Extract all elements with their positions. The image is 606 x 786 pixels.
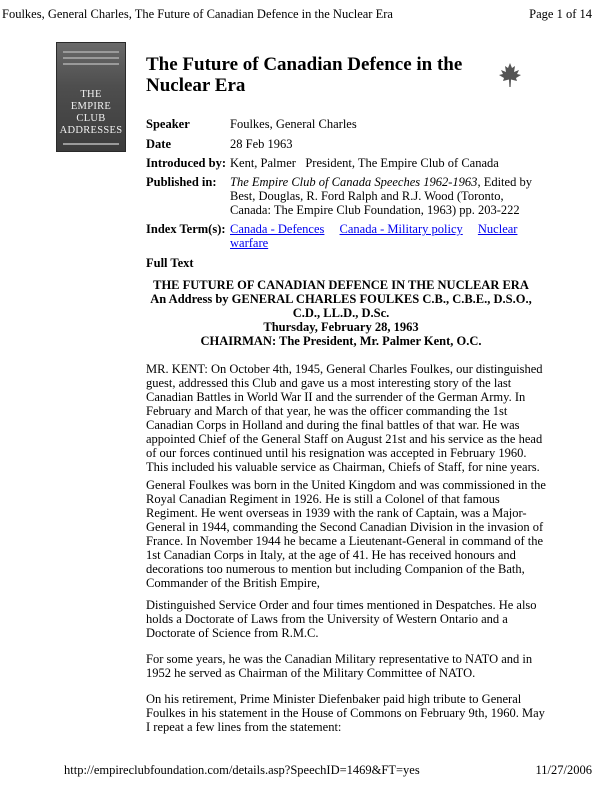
speech-paragraph: Distinguished Service Order and four times mentioned in Despatches. He also holds a Doctorate of Laws from the University of Western Ontario and a Doctorate of Science from R.M.C.	[146, 598, 537, 640]
publication-editors: , Edited by	[477, 175, 532, 189]
index-terms-list	[230, 222, 530, 250]
footer-date: 11/27/2006	[535, 763, 592, 777]
speaker-value: Foulkes, General Charles	[230, 117, 357, 131]
empire-club-logo	[56, 42, 126, 152]
date-label: Date	[146, 137, 171, 151]
logo-line: THE	[80, 89, 102, 100]
date-value: 28 Feb 1963	[230, 137, 293, 151]
published-in-value	[230, 175, 532, 217]
publication-line: Best, Douglas, R. Ford Ralph and R.J. Wood (Toronto,	[230, 189, 504, 203]
footer-url: http://empireclubfoundation.com/details.asp?SpeechID=1469&FT=yes	[64, 763, 420, 777]
page-title: The Future of Canadian Defence in the Nuclear Era	[146, 54, 463, 96]
page-number: Page 1 of 14	[529, 7, 592, 21]
full-text-label: Full Text	[146, 256, 194, 270]
index-terms-label: Index Term(s):	[146, 222, 226, 236]
index-term-link[interactable]: Canada - Defences	[230, 222, 325, 236]
speech-paragraph: MR. KENT: On October 4th, 1945, General Charles Foulkes, our distinguished guest, addressed this Club and gave us a most interesting story of the last Canadian Battles in World War II and the surrender of the German Army. In February and March of that year, he was the officer commanding the 1st Canadian Corps in Holland and during the final battles of that war. He was appointed Chief of the General Staff on August 21st and his service as the head of our forces continued until his resignation was accepted in February 1960. This included his valuable service as Chairman, Chiefs of Staff, for nine years.	[146, 362, 543, 474]
publication-title: The Empire Club of Canada Speeches 1962-1963	[230, 175, 478, 189]
introduced-by-label: Introduced by:	[146, 156, 226, 170]
maple-leaf-icon	[498, 62, 522, 88]
logo-line: EMPIRE	[70, 101, 112, 112]
heading-line: C.D., LL.D., D.Sc.	[292, 306, 390, 320]
heading-line: An Address by GENERAL CHARLES FOULKES C.B., C.B.E., D.S.O.,	[150, 292, 532, 306]
introduced-by-value: Kent, Palmer President, The Empire Club of Canada	[230, 156, 499, 170]
heading-line: CHAIRMAN: The President, Mr. Palmer Kent, O.C.	[200, 334, 482, 348]
heading-line: Thursday, February 28, 1963	[263, 320, 419, 334]
speech-heading	[146, 278, 536, 348]
speaker-label: Speaker	[146, 117, 190, 131]
speech-paragraph: General Foulkes was born in the United Kingdom and was commissioned in the Royal Canadian Regiment in 1926. He is still a Colonel of that famous Regiment. He went overseas in 1939 with the rank of Captain, was a Major-General in 1944, commanding the Second Canadian Division in the invasion of France. In November 1944 he became a Lieutenant-General in command of the 1st Canadian Corps in Italy, at the age of 41. He has received honours and decorations too numerous to mention but including Companion of the Bath, Commander of the British Empire,	[146, 478, 546, 590]
index-term-link[interactable]: Nuclear warfare	[230, 222, 518, 250]
published-in-label: Published in:	[146, 175, 217, 189]
publication-line: Canada: The Empire Club Foundation, 1963) pp. 203-222	[230, 203, 520, 217]
speech-paragraph: On his retirement, Prime Minister Diefenbaker paid high tribute to General Foulkes in his statement in the House of Commons on February 9th, 1960. May I repeat a few lines from the statement:	[146, 692, 545, 734]
logo-line: ADDRESSES	[59, 125, 123, 136]
logo-line: CLUB	[76, 113, 106, 124]
index-term-link[interactable]: Canada - Military policy	[339, 222, 463, 236]
heading-line: THE FUTURE OF CANADIAN DEFENCE IN THE NUCLEAR ERA	[153, 278, 529, 292]
speech-paragraph: For some years, he was the Canadian Military representative to NATO and in 1952 he served as Chairman of the Military Committee of NATO.	[146, 652, 533, 680]
page-header-title: Foulkes, General Charles, The Future of Canadian Defence in the Nuclear Era	[2, 7, 393, 21]
